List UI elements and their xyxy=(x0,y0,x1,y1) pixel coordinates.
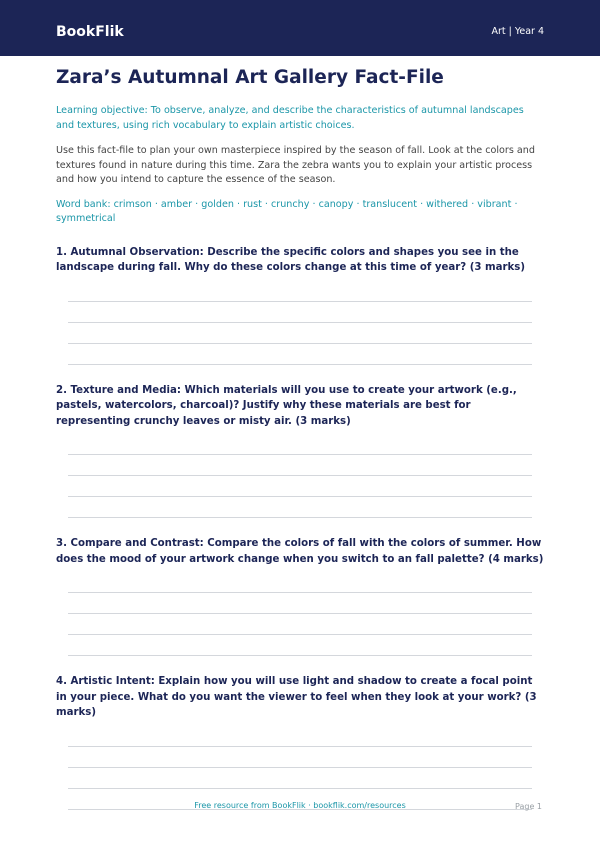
brand-logo[interactable]: BookFlik xyxy=(56,24,124,40)
question-1 xyxy=(56,245,544,365)
answer-line[interactable] xyxy=(68,634,532,655)
word-bank: Word bank: crimson · amber · golden · rust · crunchy · canopy · translucent · withered · vibrant · symmetrical xyxy=(56,198,518,224)
answer-line[interactable] xyxy=(68,475,532,496)
question-text: 2. Texture and Media: Which materials will you use to create your artwork (e.g., pastels, watercolors, charcoal)? Justify why these materials are best for representing crunchy leaves or misty air. (3 marks) xyxy=(56,384,517,427)
intro-text: Use this fact-file to plan your own masterpiece inspired by the season of fall. Look at the colors and textures found in nature during this time. Zara the zebra wants you to explain your artistic process and how you intend to capture the essence of the season. xyxy=(56,145,535,185)
footer-resource-link[interactable]: Free resource from BookFlik · bookflik.com/resources xyxy=(194,801,406,810)
learning-objective: Learning objective: To observe, analyze, and describe the characteristics of autumnal landscapes and textures, using rich vocabulary to explain artistic choices. xyxy=(56,105,524,131)
page-number: Page 1 xyxy=(515,802,542,811)
answer-line[interactable] xyxy=(68,517,532,518)
answer-line[interactable] xyxy=(68,496,532,517)
question-2 xyxy=(56,383,544,519)
answer-line[interactable] xyxy=(68,454,532,475)
answer-line[interactable] xyxy=(68,613,532,634)
answer-line[interactable] xyxy=(68,655,532,656)
question-text: 4. Artistic Intent: Explain how you will use light and shadow to create a focal point in your piece. What do you want the viewer to feel when they look at your work? (3 marks) xyxy=(56,676,537,718)
question-3 xyxy=(56,536,544,656)
header-bar xyxy=(0,0,600,56)
answer-line[interactable] xyxy=(68,746,532,767)
answer-line[interactable] xyxy=(68,767,532,788)
question-text: 1. Autumnal Observation: Describe the specific colors and shapes you see in the landscape during fall. Why do these colors change at this time of year? (3 marks) xyxy=(56,246,526,273)
answer-line[interactable] xyxy=(68,343,532,364)
answer-line[interactable] xyxy=(68,592,532,613)
answer-area[interactable] xyxy=(68,592,532,656)
answer-line[interactable] xyxy=(68,301,532,322)
page-title: Zara’s Autumnal Art Gallery Fact-File xyxy=(56,67,444,88)
answer-line[interactable] xyxy=(68,322,532,343)
subject-year-label: Art | Year 4 xyxy=(491,26,544,37)
question-text: 3. Compare and Contrast: Compare the colors of fall with the colors of summer. How does the mood of your artwork change when you switch to an fall palette? (4 marks) xyxy=(56,538,544,565)
question-4 xyxy=(56,674,544,810)
answer-area[interactable] xyxy=(68,454,532,518)
worksheet-content xyxy=(56,62,544,810)
answer-line[interactable] xyxy=(68,364,532,365)
answer-area[interactable] xyxy=(68,301,532,365)
